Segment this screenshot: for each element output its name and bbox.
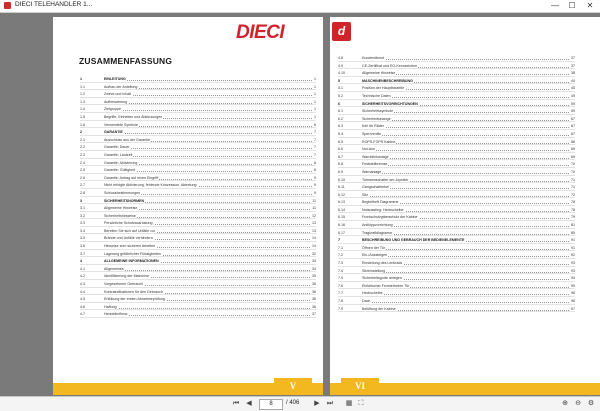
toc-number: 4 bbox=[80, 259, 82, 264]
toc-number: 6.15 bbox=[338, 215, 345, 220]
toc-number: 6.4 bbox=[338, 131, 343, 136]
toc-page-number: 1 bbox=[314, 114, 316, 119]
toc-number: 1.4 bbox=[80, 107, 85, 112]
toc-page-number: 91 bbox=[571, 245, 575, 250]
toc-number: 4.1 bbox=[80, 266, 85, 271]
toc-number: 6.11 bbox=[338, 185, 345, 190]
toc-number: 2.8 bbox=[80, 190, 85, 195]
toc-label: Dach bbox=[362, 299, 371, 303]
toc-number: 7.1 bbox=[338, 245, 343, 250]
toc-number: 3.5 bbox=[80, 236, 85, 241]
toc-page-number: 67 bbox=[571, 131, 575, 136]
toc-row[interactable] bbox=[80, 105, 316, 113]
toc-row[interactable] bbox=[80, 310, 316, 318]
last-page-icon[interactable]: ⏭ bbox=[326, 400, 334, 407]
toc-number: 6.7 bbox=[338, 154, 343, 159]
toc-label: Lagerung gefährlicher Flüssigkeiten bbox=[104, 251, 161, 256]
toc-number: 2.4 bbox=[80, 160, 85, 165]
toc-page-number: 9 bbox=[314, 183, 316, 188]
toc-label: Garantie: Aktivierung bbox=[104, 160, 138, 165]
toc-label: ALLGEMEINE INFORMATIONEN bbox=[104, 259, 159, 264]
document-page-left bbox=[53, 17, 323, 395]
toc-row[interactable] bbox=[338, 289, 575, 297]
toc-label: Warnblinkanlage bbox=[362, 154, 389, 159]
toc-number: 2.2 bbox=[80, 145, 85, 150]
toc-number: 2.5 bbox=[80, 168, 85, 173]
toc-row[interactable] bbox=[80, 159, 316, 167]
toc-number: 4.3 bbox=[80, 282, 85, 287]
toc-number: 2 bbox=[80, 130, 82, 135]
toc-number: 4.4 bbox=[80, 289, 85, 294]
toc-page-number: 93 bbox=[571, 268, 575, 273]
toc-number: 3.7 bbox=[80, 251, 85, 256]
toc-row[interactable] bbox=[338, 259, 575, 267]
toc-page-number: 78 bbox=[571, 207, 575, 212]
toc-row[interactable] bbox=[80, 166, 316, 174]
toc-number: 3.4 bbox=[80, 228, 85, 233]
toc-row[interactable] bbox=[338, 115, 575, 123]
toc-row[interactable] bbox=[80, 83, 316, 91]
toc-row[interactable] bbox=[338, 267, 575, 275]
dieci-mark-logo: d bbox=[332, 22, 351, 41]
toc-page-number: 7 bbox=[314, 145, 316, 150]
toc-row[interactable] bbox=[338, 145, 575, 153]
toc-label: Frontschutzgitterschutz der Kabine bbox=[362, 215, 418, 220]
toc-page-number: 37 bbox=[312, 312, 316, 317]
toc-number: 7 bbox=[338, 238, 340, 243]
toc-row[interactable] bbox=[338, 168, 575, 176]
toc-section-row[interactable] bbox=[80, 75, 316, 83]
toc-row[interactable] bbox=[338, 183, 575, 191]
toc-number: 7.7 bbox=[338, 291, 343, 296]
table-of-contents bbox=[338, 54, 575, 312]
toc-label: Technische Daten bbox=[362, 93, 391, 98]
toc-label: Heckscheibe bbox=[362, 291, 383, 296]
toc-page-number: 6 bbox=[314, 122, 316, 127]
maximize-button[interactable]: ☐ bbox=[568, 1, 576, 10]
toc-label: Garantie: Antrag auf einen Eingriff bbox=[104, 175, 159, 180]
toc-label: Sicherheitssymbole bbox=[362, 109, 394, 114]
toc-number: 6.5 bbox=[338, 139, 343, 144]
toc-row[interactable] bbox=[80, 242, 316, 250]
toc-row[interactable] bbox=[338, 274, 575, 282]
toc-page-number: 1 bbox=[314, 92, 316, 97]
toc-number: 7.2 bbox=[338, 253, 343, 258]
toc-page-number: 67 bbox=[571, 116, 575, 121]
toc-page-number: 9 bbox=[314, 190, 316, 195]
toc-row[interactable] bbox=[338, 206, 575, 214]
toc-page-number: 71 bbox=[571, 177, 575, 182]
toc-row[interactable] bbox=[338, 153, 575, 161]
page-number-tab: VI bbox=[341, 378, 379, 395]
toc-label: GARANTIE bbox=[104, 130, 123, 135]
toc-label: MASCHINENBESCHREIBUNG bbox=[362, 78, 413, 83]
toc-label: Brände und Unfälle verhindern bbox=[104, 236, 153, 241]
toc-number: 4.7 bbox=[80, 312, 85, 317]
toc-number: 7.8 bbox=[338, 299, 343, 303]
toc-page-number: 36 bbox=[312, 289, 316, 294]
document-viewer[interactable] bbox=[0, 13, 600, 396]
toc-label: Vorgesehener Gebrauch bbox=[104, 282, 144, 287]
toc-label: Erklärung der ersten Abnahmeprüfung bbox=[104, 297, 165, 302]
toc-label: Allgemeines bbox=[104, 266, 124, 271]
toc-number: 2.1 bbox=[80, 137, 85, 142]
toc-row[interactable] bbox=[338, 122, 575, 130]
toc-row[interactable] bbox=[80, 143, 316, 151]
toc-label: Persönliche Schutzausrüstung bbox=[104, 221, 153, 226]
toc-number: 6.14 bbox=[338, 207, 345, 212]
toc-label: Identifizierung der Maschine bbox=[104, 274, 149, 279]
toc-row[interactable] bbox=[338, 229, 575, 237]
toc-page-number: 37 bbox=[571, 63, 575, 68]
toc-label: Garantie: Laufzeit bbox=[104, 152, 133, 157]
toc-label: EINLEITUNG bbox=[104, 77, 126, 81]
toc-row[interactable] bbox=[80, 151, 316, 159]
toc-number: 6.8 bbox=[338, 162, 343, 167]
toc-page-number: 37 bbox=[571, 56, 575, 60]
toc-label: Ausschluss aus der Garantie bbox=[104, 137, 150, 142]
toc-label: Allgemeine Hinweise bbox=[362, 71, 396, 76]
toc-page-number: 94 bbox=[571, 276, 575, 281]
toc-number: 3.2 bbox=[80, 213, 85, 218]
toc-label: SICHERHEITSNORMEN bbox=[104, 198, 145, 203]
toc-row[interactable] bbox=[80, 227, 316, 235]
toc-number: 4.2 bbox=[80, 274, 85, 279]
toc-number: 2.3 bbox=[80, 152, 85, 157]
toc-label: Position der Hauptbauteile bbox=[362, 86, 405, 91]
settings-icon[interactable]: ⚙ bbox=[587, 400, 595, 407]
toc-label: Garantie: Dauer bbox=[104, 145, 130, 150]
toc-label: Sicherheitsstange bbox=[362, 116, 391, 121]
toc-section-row[interactable] bbox=[338, 236, 575, 244]
toc-page-number: 79 bbox=[571, 215, 575, 220]
toc-row[interactable] bbox=[80, 90, 316, 98]
next-page-icon[interactable]: ▶ bbox=[314, 400, 320, 407]
toc-page-number: 59 bbox=[571, 109, 575, 114]
toc-number: 6.9 bbox=[338, 169, 343, 174]
toc-label: Haftung bbox=[104, 304, 117, 309]
toc-label: Sperrventile bbox=[362, 131, 382, 136]
toc-page-number: 97 bbox=[571, 306, 575, 311]
toc-label: Allgemeine Hinweise bbox=[104, 206, 138, 211]
viewer-toolbar bbox=[0, 396, 600, 411]
toc-row[interactable] bbox=[338, 138, 575, 146]
page-title: ZUSAMMENFASSUNG bbox=[79, 56, 173, 66]
toc-row[interactable] bbox=[80, 303, 316, 311]
toc-label: Kontraindikationen für den Gebrauch bbox=[104, 289, 163, 294]
toc-label: Ein-/Aussteigen bbox=[362, 253, 388, 258]
toc-page-number: 70 bbox=[571, 169, 575, 174]
toc-label: Sicherheitshinweise bbox=[104, 213, 136, 218]
toc-number: 1.6 bbox=[80, 122, 85, 127]
toc-page-number: 13 bbox=[312, 221, 316, 226]
window-titlebar bbox=[0, 0, 600, 13]
toc-number: 3.3 bbox=[80, 221, 85, 226]
toc-row[interactable] bbox=[338, 107, 575, 115]
toc-section-row[interactable] bbox=[338, 100, 575, 108]
toc-number: 3.6 bbox=[80, 244, 85, 249]
toc-number: 4.6 bbox=[80, 304, 85, 309]
toc-row[interactable] bbox=[80, 265, 316, 273]
toc-row[interactable] bbox=[338, 244, 575, 252]
toc-row[interactable] bbox=[80, 250, 316, 258]
toc-label: ROPS-FOPS Kabine bbox=[362, 139, 396, 144]
toc-page-number: 34 bbox=[312, 266, 316, 271]
toc-page-number: 8 bbox=[314, 160, 316, 165]
toc-section-row[interactable] bbox=[80, 257, 316, 265]
toc-row[interactable] bbox=[338, 221, 575, 229]
toc-label: Bereiten Sie sich auf Unfälle vor bbox=[104, 228, 156, 233]
toc-row[interactable] bbox=[338, 176, 575, 184]
toc-number: 1.3 bbox=[80, 99, 85, 104]
toc-page-number: 72 bbox=[571, 192, 575, 197]
toc-label: Einstellung des Lenkrads bbox=[362, 261, 403, 266]
toc-number: 2.7 bbox=[80, 183, 85, 188]
toc-row[interactable] bbox=[80, 113, 316, 121]
toc-number: 6.13 bbox=[338, 200, 345, 205]
toc-label: Antikippvorrichtung bbox=[362, 223, 393, 228]
page-number-tab: V bbox=[274, 378, 312, 395]
toc-label: Garantie: Gültigkeit bbox=[104, 168, 135, 173]
toc-label: Sicherheitsgurte anlegen bbox=[362, 276, 402, 281]
toc-row[interactable] bbox=[338, 191, 575, 199]
page-number-input[interactable]: 8 bbox=[259, 399, 283, 410]
toc-row[interactable] bbox=[80, 212, 316, 220]
toc-row[interactable] bbox=[80, 136, 316, 144]
toc-label: Schlussbestimmungen bbox=[104, 190, 141, 195]
toc-page-number: 7 bbox=[314, 152, 316, 157]
toc-row[interactable] bbox=[338, 69, 575, 77]
toc-page-number: 69 bbox=[571, 147, 575, 152]
app-icon bbox=[4, 2, 11, 9]
toc-page-number: 1 bbox=[314, 99, 316, 104]
toc-label: Tragkraftdiagramm bbox=[362, 230, 393, 235]
toc-number: 4.8 bbox=[338, 56, 343, 60]
toc-row[interactable] bbox=[338, 62, 575, 70]
page-header bbox=[330, 17, 600, 49]
toc-row[interactable] bbox=[80, 288, 316, 296]
toc-page-number: 35 bbox=[312, 274, 316, 279]
toc-number: 5.2 bbox=[338, 93, 343, 98]
toc-number: 4.5 bbox=[80, 297, 85, 302]
toc-label: Sitzeinstellung bbox=[362, 268, 386, 273]
toc-page-number: 78 bbox=[571, 200, 575, 205]
toc-number: 6.1 bbox=[338, 109, 343, 114]
toc-page-number: 96 bbox=[571, 291, 575, 296]
toc-label: Keil für Räder bbox=[362, 124, 384, 129]
toc-page-number: 8 bbox=[314, 168, 316, 173]
toc-page-number: 59 bbox=[571, 101, 575, 106]
toc-number: 7.4 bbox=[338, 268, 343, 273]
first-page-icon[interactable]: ⏮ bbox=[232, 400, 240, 407]
toc-row[interactable] bbox=[338, 84, 575, 92]
toc-label: Zweck und Inhalt bbox=[104, 92, 132, 97]
toc-row[interactable] bbox=[80, 174, 316, 182]
toc-row[interactable] bbox=[80, 272, 316, 280]
toc-label: Notausstieg: Heckscheibe bbox=[362, 207, 404, 212]
toc-row-divider bbox=[80, 317, 316, 318]
toc-number: 7.6 bbox=[338, 283, 343, 288]
toc-page-number: 1 bbox=[314, 107, 316, 112]
toc-row[interactable] bbox=[80, 234, 316, 242]
toc-row[interactable] bbox=[80, 295, 316, 303]
toc-number: 6.12 bbox=[338, 192, 345, 197]
toc-page-number: 34 bbox=[312, 259, 316, 264]
toc-page-number: 67 bbox=[571, 124, 575, 129]
toc-row[interactable] bbox=[80, 181, 316, 189]
grid-view-icon[interactable]: ▦ bbox=[345, 400, 353, 407]
toc-page-number: 11 bbox=[312, 198, 316, 203]
toc-page-number: 14 bbox=[312, 244, 316, 249]
toc-row[interactable] bbox=[338, 54, 575, 62]
toc-number: 5.1 bbox=[338, 86, 343, 91]
toc-page-number: 7 bbox=[314, 130, 316, 135]
toc-page-number: 70 bbox=[571, 162, 575, 167]
previous-page-icon[interactable]: ◀ bbox=[246, 400, 252, 407]
toc-label: Herstellerfirma bbox=[104, 312, 128, 317]
toc-number: 1 bbox=[80, 77, 82, 81]
toc-label: Verwendete Symbole bbox=[104, 122, 138, 127]
document-page-right bbox=[330, 17, 600, 395]
toc-row[interactable] bbox=[338, 297, 575, 305]
toc-label: Totmannschalter am Joystick bbox=[362, 177, 409, 182]
toc-page-number: 36 bbox=[312, 282, 316, 287]
toc-row[interactable] bbox=[80, 189, 316, 197]
toc-row[interactable] bbox=[80, 121, 316, 129]
toc-page-number: 49 bbox=[571, 93, 575, 98]
toc-number: 3.1 bbox=[80, 206, 85, 211]
toc-label: Belüftung der Kabine bbox=[362, 306, 396, 311]
toc-number: 1.2 bbox=[80, 92, 85, 97]
toc-row[interactable] bbox=[338, 198, 575, 206]
toc-number: 7.3 bbox=[338, 261, 343, 266]
toc-row-divider bbox=[338, 311, 575, 312]
toc-page-number: 69 bbox=[571, 154, 575, 159]
toc-label: Hinweise zum sicheren Arbeiten bbox=[104, 244, 156, 249]
zoom-out-icon[interactable]: ⊖ bbox=[575, 400, 581, 407]
toc-number: 1.5 bbox=[80, 114, 85, 119]
toc-page-number: 1 bbox=[314, 84, 316, 89]
toc-page-number: 92 bbox=[571, 253, 575, 258]
toc-number: 4.9 bbox=[338, 63, 343, 68]
fullscreen-icon[interactable]: ⛶ bbox=[358, 400, 364, 407]
toc-row[interactable] bbox=[80, 280, 316, 288]
toc-page-number: 32 bbox=[312, 251, 316, 256]
toc-number: 7.5 bbox=[338, 276, 343, 281]
window-title: DIECI TELEHANDLER 1... bbox=[15, 1, 93, 8]
toc-label: Begleitheft Diagramme bbox=[362, 200, 399, 205]
toc-label: SICHERHEITSVORRICHTUNGEN bbox=[362, 101, 418, 106]
toc-section-row[interactable] bbox=[338, 77, 575, 85]
toc-row[interactable] bbox=[80, 204, 316, 212]
toc-row[interactable] bbox=[338, 92, 575, 100]
toc-label: Gangschalthebel bbox=[362, 185, 389, 190]
toc-label: Feststellbremse bbox=[362, 162, 388, 167]
toc-label: Warnanlage bbox=[362, 169, 382, 174]
toc-number: 1.1 bbox=[80, 84, 85, 89]
toc-page-number: 45 bbox=[571, 86, 575, 91]
toc-page-number: 91 bbox=[571, 238, 575, 243]
toc-label: Nicht erfolgte Aktivierung, fehlende Konzession, Abtretung bbox=[104, 183, 197, 188]
toc-row[interactable] bbox=[338, 251, 575, 259]
zoom-in-icon[interactable]: ⊕ bbox=[562, 400, 568, 407]
table-of-contents bbox=[80, 75, 316, 318]
toc-label: CE-Zertifikat und EG-Kennzeichen bbox=[362, 63, 418, 68]
toc-label: Not-Aus bbox=[362, 147, 375, 152]
toc-label: Zielgruppe bbox=[104, 107, 121, 112]
toc-number: 6.6 bbox=[338, 147, 343, 152]
toc-number: 6.16 bbox=[338, 223, 345, 228]
toc-label: Elektrischer Fensterheber Tür bbox=[362, 283, 410, 288]
toc-page-number: 85 bbox=[571, 230, 575, 235]
toc-label: BESCHREIBUNG UND GEBRAUCH DER BEDIENELEMENTE bbox=[362, 238, 465, 243]
toc-page-number: 7 bbox=[314, 137, 316, 142]
toc-page-number: 9 bbox=[314, 175, 316, 180]
minimize-button[interactable]: — bbox=[551, 1, 559, 10]
toc-page-number: 96 bbox=[571, 299, 575, 303]
toc-row[interactable] bbox=[338, 160, 575, 168]
toc-page-number: 81 bbox=[571, 223, 575, 228]
toc-row[interactable] bbox=[80, 98, 316, 106]
toc-page-number: 13 bbox=[312, 228, 316, 233]
toc-page-number: 38 bbox=[571, 71, 575, 76]
toc-number: 2.6 bbox=[80, 175, 85, 180]
toc-page-number: 71 bbox=[571, 185, 575, 190]
toc-number: 5 bbox=[338, 78, 340, 83]
dieci-logo: DIECI bbox=[236, 22, 285, 43]
toc-number: 6.3 bbox=[338, 124, 343, 129]
toc-number: 6 bbox=[338, 101, 340, 106]
toc-label: Sitz bbox=[362, 192, 368, 197]
page-total: / 406 bbox=[286, 400, 300, 406]
toc-page-number: 44 bbox=[571, 78, 575, 83]
toc-page-number: 68 bbox=[571, 139, 575, 144]
toc-number: 4.10 bbox=[338, 71, 345, 76]
toc-label: Aufbau der Anleitung bbox=[104, 84, 138, 89]
close-button[interactable]: ✕ bbox=[586, 1, 594, 10]
toc-number: 6.17 bbox=[338, 230, 345, 235]
toc-page-number: 14 bbox=[312, 236, 316, 241]
toc-row[interactable] bbox=[338, 213, 575, 221]
toc-number: 6.2 bbox=[338, 116, 343, 121]
toc-row[interactable] bbox=[338, 130, 575, 138]
toc-section-row[interactable] bbox=[80, 197, 316, 205]
toc-row[interactable] bbox=[338, 305, 575, 313]
toc-row[interactable] bbox=[80, 219, 316, 227]
toc-page-number: 12 bbox=[312, 213, 316, 218]
toc-number: 6.10 bbox=[338, 177, 345, 182]
toc-number: 7.9 bbox=[338, 306, 343, 311]
toc-label: Aufbewahrung bbox=[104, 99, 128, 104]
toc-label: Öffnen der Tür bbox=[362, 245, 386, 250]
toc-section-row[interactable] bbox=[80, 128, 316, 136]
toc-page-number: 11 bbox=[312, 206, 316, 211]
toc-page-number: 36 bbox=[312, 297, 316, 302]
toc-page-number: 1 bbox=[314, 77, 316, 81]
toc-page-number: 36 bbox=[312, 304, 316, 309]
toc-number: 3 bbox=[80, 198, 82, 203]
toc-page-number: 95 bbox=[571, 283, 575, 288]
toc-label: Begriffe, Einheiten und Abkürzungen bbox=[104, 114, 163, 119]
toc-row[interactable] bbox=[338, 282, 575, 290]
toc-label: Kundendienst bbox=[362, 56, 384, 60]
page-header bbox=[53, 17, 323, 49]
toc-page-number: 93 bbox=[571, 261, 575, 266]
